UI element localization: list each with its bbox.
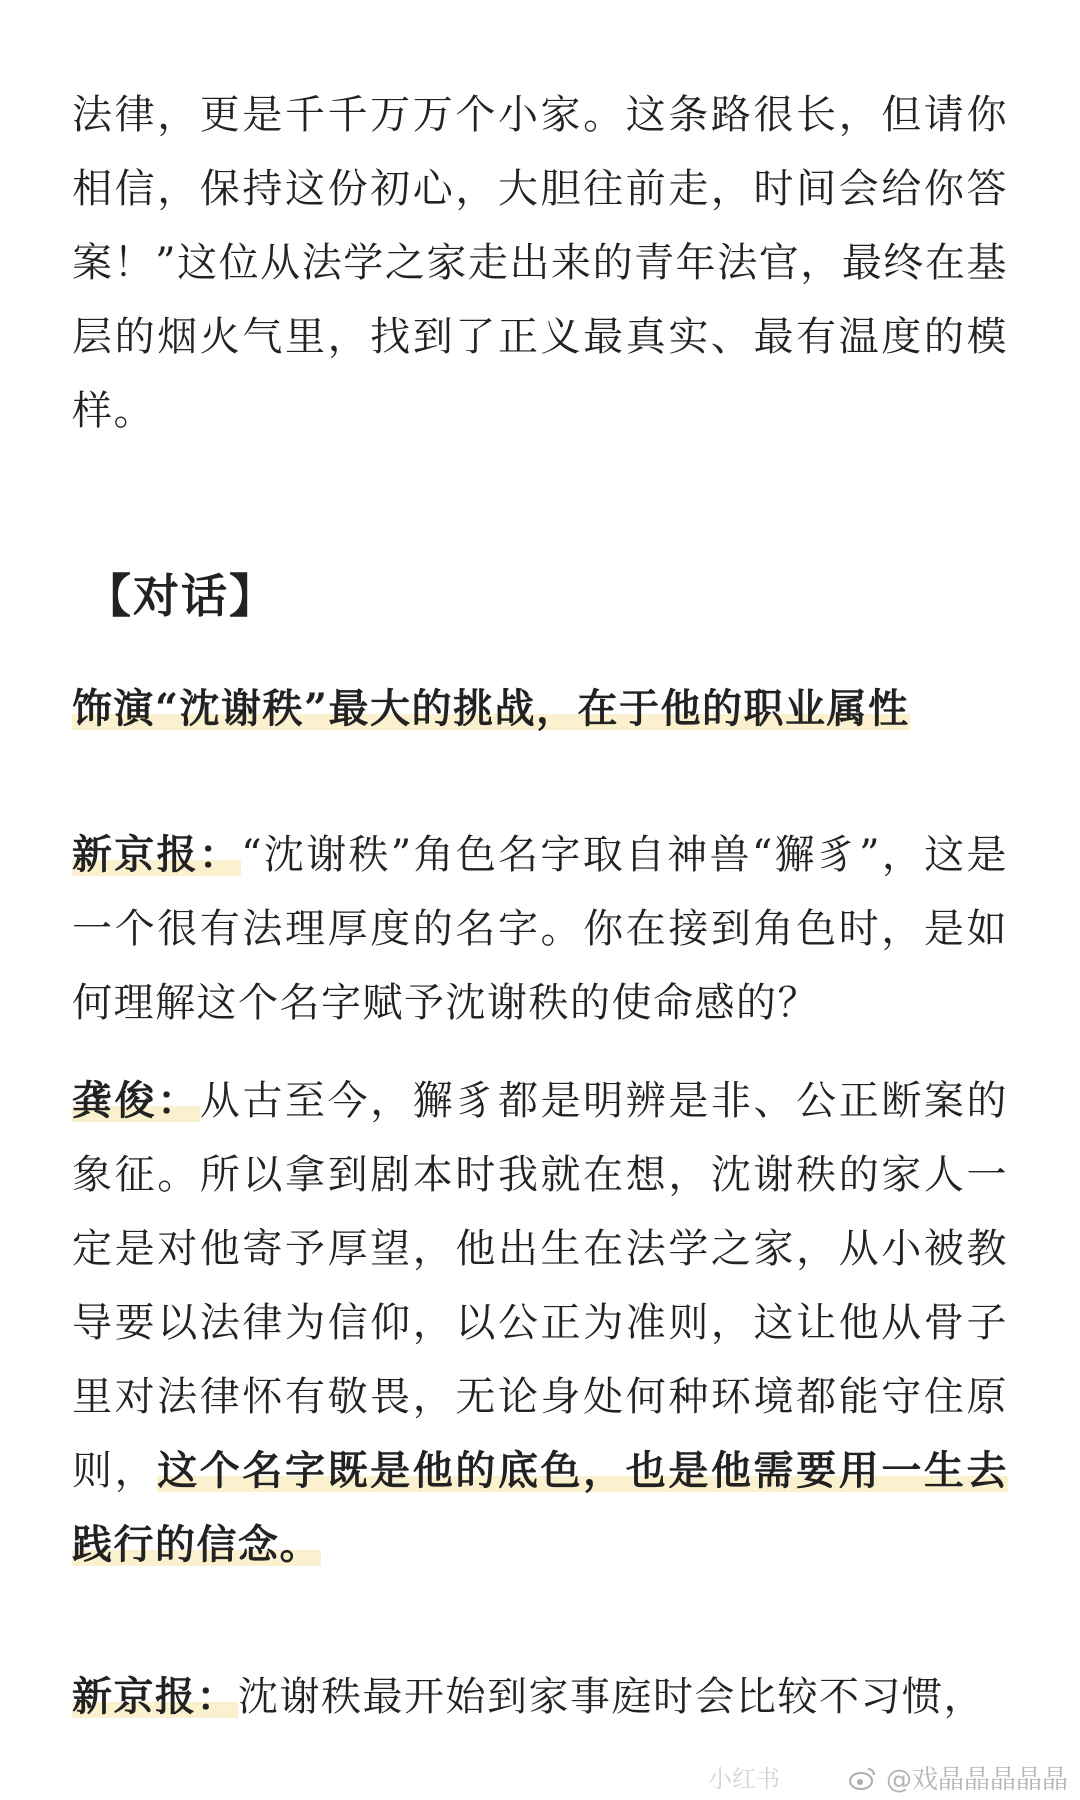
weibo-icon: [848, 1765, 878, 1791]
qa-paragraph: [72, 1660, 1008, 1734]
qa-block-answer-1: [72, 1064, 1008, 1582]
section-title: 【对话】: [85, 569, 277, 623]
qa-block-question-2: [72, 1660, 1008, 1734]
weibo-watermark: [848, 1759, 1068, 1796]
qa-paragraph: [72, 1064, 1008, 1582]
question-text: “沈谢秩”角色名字取自神兽“獬豸”，这是一个很有法理厚度的名字。你在接到角色时，是如何理解这个名字赋予沈谢秩的使命感的？: [72, 832, 1009, 1026]
answer-text: 从古至今，獬豸都是明辨是非、公正断案的象征。所以拿到剧本时我就在想，沈谢秩的家人一定是对他寄予厚望，他出生在法学之家，从小被教导要以法律为信仰，以公正为准则，这让他从骨子里对法律怀有敬畏，无论身处何种环境都能守住原则，: [72, 1078, 1009, 1494]
qa-paragraph: [72, 818, 1008, 1040]
speaker-label: 新京报: [72, 831, 199, 878]
subheading-text: 饰演“沈谢秩”最大的挑战，在于他的职业属性: [72, 685, 910, 732]
question-text: 沈谢秩最开始到家事庭时会比较不习惯，: [238, 1674, 985, 1720]
weibo-handle: @戏晶晶晶晶晶: [885, 1765, 1068, 1795]
intro-paragraph: 法律，更是千千万万个小家。这条路很长，但请你相信，保持这份初心，大胆往前走，时间会给你答案！”这位从法学之家走出来的青年法官，最终在基层的烟火气里，找到了正义最真实、最有温度的模样。: [72, 92, 1008, 434]
article-body: [72, 78, 1008, 448]
speaker-label: 新京报: [72, 1673, 197, 1720]
speaker-colon: ：: [157, 1077, 200, 1124]
speaker-colon: ：: [196, 1673, 238, 1720]
xiaohongshu-watermark: 小红书: [708, 1765, 780, 1793]
speaker-label: 龚俊: [72, 1077, 158, 1124]
speaker-colon: ：: [198, 831, 242, 878]
qa-block-question-1: [72, 818, 1008, 1040]
subheading: [72, 672, 910, 746]
answer-highlight: 这个名字既是他的底色，也是他需要用一生去践行的信念。: [72, 1447, 1009, 1568]
